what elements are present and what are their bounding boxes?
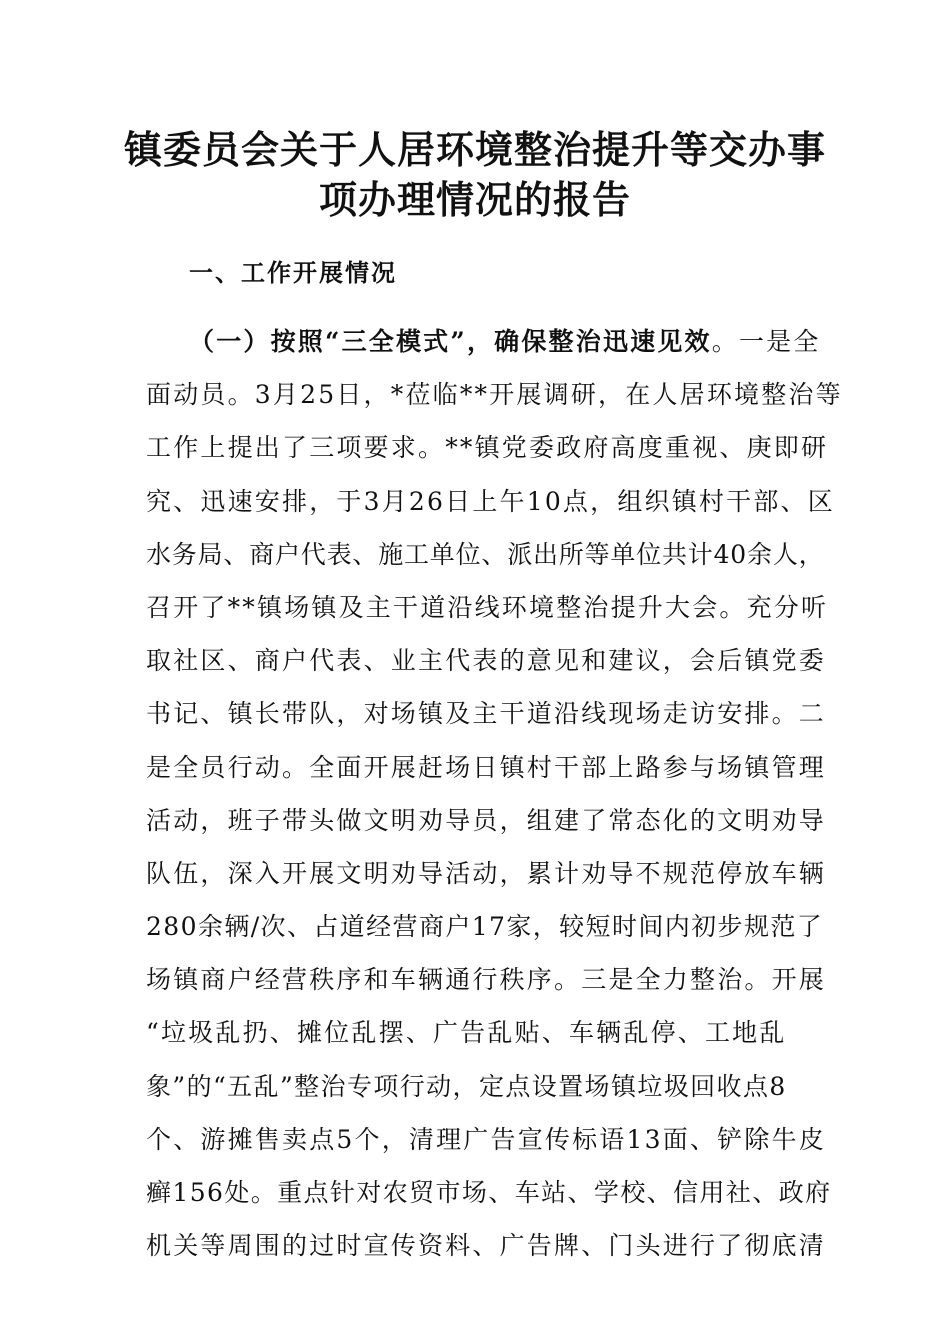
paragraph-line: 水务局、商户代表、施工单位、派出所等单位共计40余人， — [146, 539, 825, 569]
paragraph-line: 取社区、商户代表、业主代表的意见和建议，会后镇党委 — [146, 646, 827, 676]
paragraph-line: 召开了**镇场镇及主干道沿线环境整治提升大会。充分听 — [146, 592, 829, 622]
paragraph-line: 癣156处。重点针对农贸市场、车站、学校、信用社、政府 — [146, 1178, 832, 1207]
paragraph-lead-text: 。一是全 — [711, 327, 821, 356]
paragraph-line: 象”的“五乱”整治专项行动，定点设置场镇垃圾回收点8 — [146, 1071, 787, 1101]
paragraph-line: 队伍，深入开展文明劝导活动，累计劝导不规范停放车辆 — [146, 858, 827, 888]
paragraph-line: 280余辆/次、占道经营商户17家，较短时间内初步规范了 — [146, 912, 824, 942]
paragraph-line: 书记、镇长带队，对场镇及主干道沿线现场走访安排。二 — [146, 699, 827, 729]
document-title-line-2: 项办理情况的报告 — [318, 177, 631, 222]
paragraph-line: 面动员。3月25日，*莅临**开展调研，在人居环境整治等 — [146, 380, 843, 410]
body-paragraph — [146, 315, 843, 1272]
paragraph-line: 场镇商户经营秩序和车辆通行秩序。三是全力整治。开展 — [146, 965, 827, 995]
paragraph-first-line — [146, 315, 821, 368]
subsection-heading: （一）按照“三全模式”，确保整治迅速见效 — [189, 327, 712, 356]
paragraph-line: 是全员行动。全面开展赶场日镇村干部上路参与场镇管理 — [146, 752, 827, 782]
paragraph-line: “垃圾乱扔、摊位乱摆、广告乱贴、车辆乱停、工地乱 — [146, 1018, 787, 1048]
document-title-line-1: 镇委员会关于人居环境整治提升等交办事 — [123, 127, 826, 172]
paragraph-line: 工作上提出了三项要求。**镇党委政府高度重视、庚即研 — [146, 433, 829, 463]
paragraph-line: 活动，班子带头做文明劝导员，组建了常态化的文明劝导 — [146, 805, 827, 835]
paragraph-line: 个、游摊售卖点5个，清理广告宣传标语13面、铲除牛皮 — [146, 1124, 826, 1154]
paragraph-line: 机关等周围的过时宣传资料、广告牌、门头进行了彻底清 — [146, 1231, 827, 1261]
paragraph-line: 究、迅速安排，于3月26日上午10点，组织镇村干部、区 — [146, 486, 835, 516]
section-heading: 一、工作开展情况 — [189, 258, 397, 287]
